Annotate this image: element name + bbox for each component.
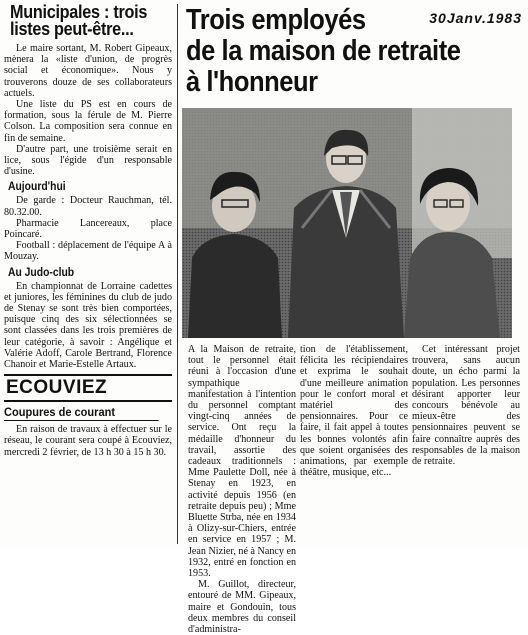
section-title-aujourdhui: Aujourd'hui: [8, 181, 66, 194]
article-column-2: [300, 344, 408, 544]
section-title-judo: Au Judo-club: [8, 266, 75, 279]
left-headline: Municipales : trois listes peut-être...: [10, 2, 148, 39]
article-paragraph: A la Maison de retraite, tout le personnel était réuni à l'occasion d'une sympathique manifestation à l'intention du personnel comptant vingt-cinq années de service. Ont reçu la médaille d'honneur du travail, assortie des cadeaux traditionnels : Mme Paulette Doll, née à Stenay en 1923, en activité depuis 1956 (en retraite depuis peu) ; Mme Bluette Strba, née en 1934 à Olizy-sur-Chiers, entrée en service en 1957 ; M. Jean Nizier, né à Nancy en 1932, entré en fonction en 1953.: [188, 344, 296, 580]
town-heading: ECOUVIEZ: [4, 374, 172, 402]
article-paragraph: tion de l'établissement, félicita les récipiendaires et exprima le souhait d'une meilleure animation pour le confort moral et matériel des pensionnaires. Pour ce faire, il fait appel à toutes les bonnes volontés afin que soient organisées des animations, par exemple théâtre, musique, etc...: [300, 344, 408, 479]
photo-image: [182, 108, 512, 338]
article-body: [182, 344, 524, 635]
left-paragraph: Le maire sortant, M. Robert Gipeaux, mènera la «liste d'union, de progrès social et économique». Nous y trouverons douze de ses collaborateurs actuels.: [4, 43, 172, 99]
section-title-coupures: Coupures de courant: [4, 405, 159, 421]
left-paragraph: En raison de travaux à effectuer sur le réseau, le courant sera coupé à Ecouviez, mercredi 2 février, de 13 h 30 à 15 h 30.: [4, 424, 172, 458]
left-paragraph: Une liste du PS est en cours de formation, sous la férule de M. Pierre Colson. La composition sera connue en fin de semaine.: [4, 99, 172, 144]
article-title-line: à l'honneur: [186, 66, 318, 98]
article-title-line: Trois employés: [186, 4, 366, 36]
article-paragraph: Cet intéressant projet trouvera, sans aucun doute, un écho parmi la population. Les personnes désirant apporter leur concours bénévole au mieux-être des pensionnaires peuvent se faire connaître auprès des responsables de la maison de retraite.: [412, 344, 520, 468]
left-paragraph: De garde : Docteur Rauchman, tél. 80.32.00.: [4, 195, 172, 218]
left-paragraph: Pharmacie Lancereaux, place Poincaré.: [4, 217, 172, 241]
article-title-line: de la maison de retraite: [186, 35, 461, 67]
article-column-1: [188, 344, 296, 635]
main-article: [182, 4, 524, 635]
left-column: [4, 4, 172, 544]
group-photo: [182, 108, 512, 338]
article-column-3: [412, 344, 520, 544]
article-paragraph: M. Guillot, directeur, entouré de MM. Gipeaux, maire et Gondouin, tous deux membres du conseil d'administra-: [188, 579, 296, 635]
left-paragraph: Football : déplacement de l'équipe A à Mouzay.: [4, 240, 172, 263]
column-divider: [177, 4, 178, 544]
left-paragraph: D'autre part, une troisième serait en lice, sous l'égide d'un responsable d'usine.: [4, 143, 172, 178]
left-paragraph: En championnat de Lorraine cadettes et juniores, les féminines du club de judo de Stenay se sont très bien comportées, puisque cinq des six sélectionnées se sont classées dans les trois premières de leur catégorie, à savoir : Angélique et Valérie Adoff, Carole Bertrand, Florence Chanoir et Marie-Estelle Artaux.: [4, 280, 172, 371]
handwritten-date: 30Janv.1983: [429, 10, 522, 26]
